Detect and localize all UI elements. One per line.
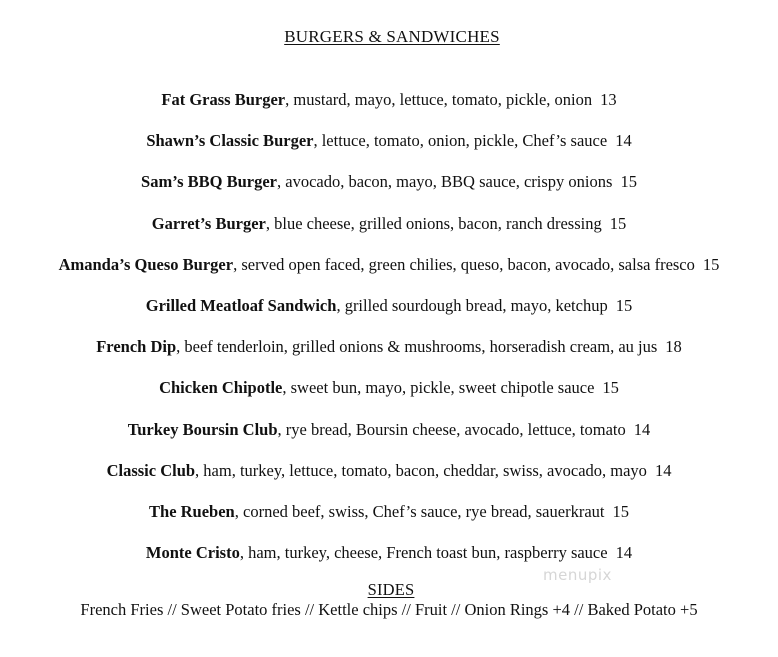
menu-item-name: Classic Club xyxy=(106,460,196,480)
menu-item-name: Garret’s Burger xyxy=(151,213,266,233)
menu-item-description: , lettuce, tomato, onion, pickle, Chef’s sauce xyxy=(313,131,608,151)
menu-item-description: , beef tenderloin, grilled onions & mushrooms, horseradish cream, au jus xyxy=(176,337,658,357)
menu-item-price: 14 xyxy=(654,460,672,480)
menu-item xyxy=(0,376,778,417)
menu-item xyxy=(0,253,778,294)
menu-item-price: 15 xyxy=(620,172,637,192)
menu-item-description: , sweet bun, mayo, pickle, sweet chipotle sauce xyxy=(282,378,595,398)
menu-item-price: 15 xyxy=(615,295,633,315)
menu-item-name: Sam’s BBQ Burger xyxy=(141,172,278,192)
menu-item-description: , rye bread, Boursin cheese, avocado, lettuce, tomato xyxy=(277,419,626,439)
menu-item-name: Grilled Meatloaf Sandwich xyxy=(145,295,337,315)
menu-item-name: Turkey Boursin Club xyxy=(127,419,278,439)
menu-item xyxy=(0,418,778,459)
menu-item-price: 14 xyxy=(615,131,632,151)
sides-section-title: SIDES xyxy=(367,580,415,599)
menu-item-description: , mustard, mayo, lettuce, tomato, pickle, onion xyxy=(285,90,593,109)
menu-item-name: French Dip xyxy=(96,337,177,357)
menu-item-name: Chicken Chipotle xyxy=(159,378,283,398)
menu-item-price: 14 xyxy=(615,543,633,563)
menu-item-description: , blue cheese, grilled onions, bacon, ranch dressing xyxy=(265,213,602,233)
menu-item-description: , ham, turkey, lettuce, tomato, bacon, cheddar, swiss, avocado, mayo xyxy=(195,460,647,480)
menu-item-price: 15 xyxy=(602,378,619,398)
menu-item-name: The Rueben xyxy=(149,501,235,521)
menu-item-name: Fat Grass Burger xyxy=(161,90,286,109)
menu-item-description: , served open faced, green chilies, queso, bacon, avocado, salsa fresco xyxy=(233,254,695,274)
burgers-section-title: BURGERS & SANDWICHES xyxy=(284,27,500,46)
menu-item-name: Monte Cristo xyxy=(145,543,240,563)
menu-item-description: , avocado, bacon, mayo, BBQ sauce, crispy onions xyxy=(277,172,613,192)
menu-item xyxy=(0,541,778,582)
menu-item-price: 14 xyxy=(633,419,651,439)
menu-item-price: 15 xyxy=(609,213,627,233)
menu-item-name: Amanda’s Queso Burger xyxy=(58,254,234,274)
menu-item-description: , ham, turkey, cheese, French toast bun, raspberry sauce xyxy=(239,543,608,563)
menu-item xyxy=(0,294,778,335)
menu-item xyxy=(0,335,778,376)
menu-item xyxy=(0,170,778,211)
menu-item xyxy=(0,88,778,129)
menu-item xyxy=(0,459,778,500)
menu-item-name: Shawn’s Classic Burger xyxy=(146,131,314,151)
menu-item xyxy=(0,212,778,253)
menu-item-description: , corned beef, swiss, Chef’s sauce, rye bread, sauerkraut xyxy=(234,501,605,521)
menu-item-price: 15 xyxy=(612,501,629,521)
menu-item xyxy=(0,129,778,170)
watermark-logo: menupix xyxy=(543,566,612,584)
menu-item-description: , grilled sourdough bread, mayo, ketchup xyxy=(336,295,608,315)
menu-item-price: 13 xyxy=(600,90,617,109)
menu-item-list xyxy=(0,88,778,582)
sides-list: French Fries // Sweet Potato fries // Kettle chips // Fruit // Onion Rings +4 // Baked Potato +5 xyxy=(80,600,698,619)
menu-item-price: 15 xyxy=(702,254,720,274)
menu-item-price: 18 xyxy=(665,337,682,357)
menu-item xyxy=(0,500,778,541)
